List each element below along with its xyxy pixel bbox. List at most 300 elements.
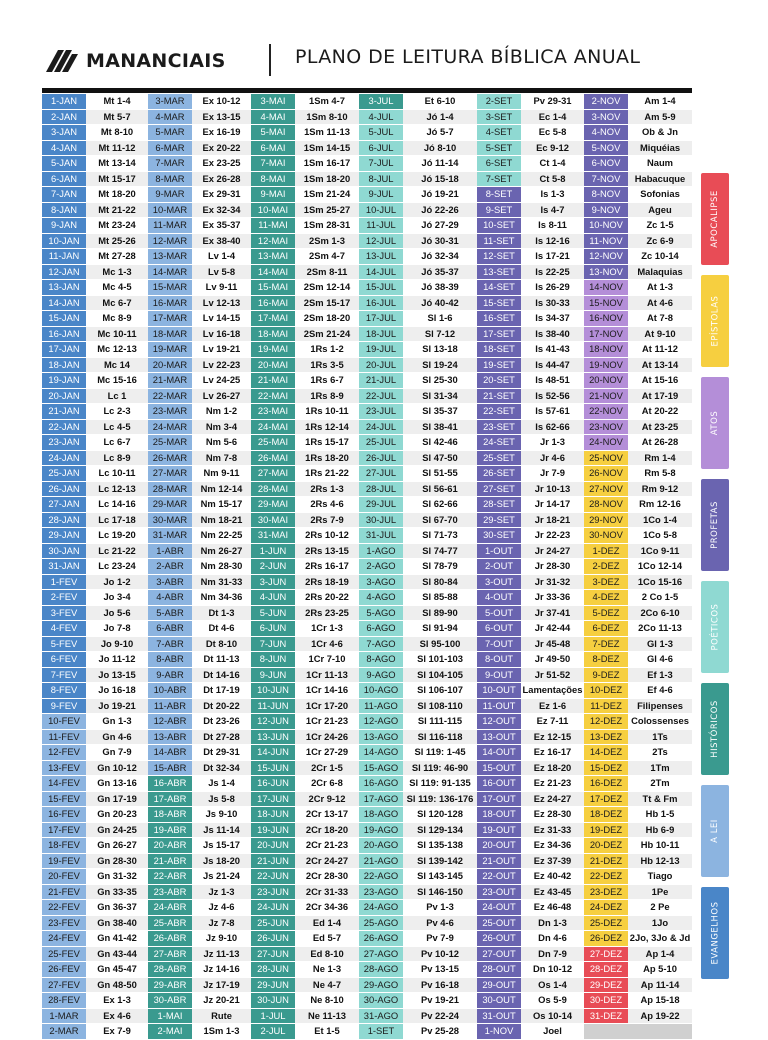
- reading-cell: 2Rs 4-6: [295, 497, 359, 513]
- date-cell: 2-MAI: [148, 1024, 192, 1040]
- date-cell: 28-MAR: [148, 481, 192, 497]
- reading-cell: Dt 23-26: [192, 714, 251, 730]
- reading-cell: Et 1-5: [295, 1024, 359, 1040]
- reading-cell: 2Rs 18-19: [295, 574, 359, 590]
- date-cell: 2-FEV: [42, 590, 86, 606]
- date-cell: 21-SET: [477, 388, 521, 404]
- date-cell: 14-JAN: [42, 295, 86, 311]
- reading-cell: Jr 37-41: [521, 605, 584, 621]
- reading-cell: Lc 1: [86, 388, 148, 404]
- date-cell: 22-NOV: [584, 404, 628, 420]
- reading-cell: Jo 3-4: [86, 590, 148, 606]
- reading-cell: Gn 36-37: [86, 900, 148, 916]
- reading-cell: Sl 111-115: [403, 714, 477, 730]
- legend-tab-epistolas: [701, 275, 729, 367]
- reading-cell: Sl 56-61: [403, 481, 477, 497]
- reading-cell: Pv 10-12: [403, 946, 477, 962]
- reading-cell: 1Sm 8-10: [295, 109, 359, 125]
- reading-cell: Naum: [628, 156, 692, 172]
- reading-cell: Sl 129-134: [403, 822, 477, 838]
- date-cell: 16-AGO: [359, 776, 403, 792]
- legend-label: EVANGELHOS: [710, 901, 720, 965]
- reading-cell: Colossenses: [628, 714, 692, 730]
- date-cell: 24-MAR: [148, 419, 192, 435]
- reading-cell: Nm 26-27: [192, 543, 251, 559]
- reading-cell: Ec 1-4: [521, 109, 584, 125]
- reading-cell: Ef 4-6: [628, 683, 692, 699]
- reading-cell: Dn 10-12: [521, 962, 584, 978]
- reading-cell: Jó 35-37: [403, 264, 477, 280]
- date-cell: 14-FEV: [42, 776, 86, 792]
- date-cell: 16-MAR: [148, 295, 192, 311]
- reading-cell: Sl 51-55: [403, 466, 477, 482]
- reading-cell: 1Cr 7-10: [295, 652, 359, 668]
- reading-cell: 1Ts: [628, 729, 692, 745]
- reading-cell: Lc 14-16: [86, 497, 148, 513]
- date-cell: 15-AGO: [359, 760, 403, 776]
- date-cell: 20-JUN: [251, 838, 295, 854]
- reading-cell: At 17-19: [628, 388, 692, 404]
- date-cell: 22-JAN: [42, 419, 86, 435]
- reading-cell: Gl 1-3: [628, 636, 692, 652]
- reading-cell: 1Tm: [628, 760, 692, 776]
- date-cell: 24-SET: [477, 435, 521, 451]
- date-cell: 12-JUL: [359, 233, 403, 249]
- date-cell: 9-JUL: [359, 187, 403, 203]
- reading-cell: Gn 13-16: [86, 776, 148, 792]
- reading-cell: Jz 20-21: [192, 993, 251, 1009]
- date-cell: 11-SET: [477, 233, 521, 249]
- date-cell: 14-SET: [477, 280, 521, 296]
- date-cell: 1-DEZ: [584, 543, 628, 559]
- reading-cell: Gn 10-12: [86, 760, 148, 776]
- date-cell: 8-JUN: [251, 652, 295, 668]
- plan-row: [42, 233, 692, 249]
- plan-row: [42, 466, 692, 482]
- reading-cell: Sl 119: 1-45: [403, 745, 477, 761]
- reading-cell: Mt 27-28: [86, 249, 148, 265]
- reading-cell: Sl 135-138: [403, 838, 477, 854]
- reading-cell: Sl 1-6: [403, 311, 477, 327]
- date-cell: 10-FEV: [42, 714, 86, 730]
- reading-cell: Jr 28-30: [521, 559, 584, 575]
- reading-cell: Lc 19-20: [86, 528, 148, 544]
- date-cell: 9-AGO: [359, 667, 403, 683]
- date-cell: 15-MAI: [251, 280, 295, 296]
- reading-cell: Jr 4-6: [521, 450, 584, 466]
- date-cell: 12-DEZ: [584, 714, 628, 730]
- plan-row: [42, 605, 692, 621]
- reading-cell: Dt 14-16: [192, 667, 251, 683]
- reading-cell: Rm 12-16: [628, 497, 692, 513]
- date-cell: 5-SET: [477, 140, 521, 156]
- reading-cell: Ageu: [628, 202, 692, 218]
- reading-cell: Mt 23-24: [86, 218, 148, 234]
- date-cell: 17-MAI: [251, 311, 295, 327]
- date-cell: 27-JUL: [359, 466, 403, 482]
- plan-row: [42, 388, 692, 404]
- date-cell: 23-MAI: [251, 404, 295, 420]
- reading-cell: Gn 20-23: [86, 807, 148, 823]
- date-cell: 22-ABR: [148, 869, 192, 885]
- reading-cell: Ap 1-4: [628, 946, 692, 962]
- date-cell: 28-SET: [477, 497, 521, 513]
- reading-cell: Sl 119: 136-176: [403, 791, 477, 807]
- date-cell: 1-ABR: [148, 543, 192, 559]
- reading-cell: Gn 17-19: [86, 791, 148, 807]
- date-cell: 6-JUL: [359, 140, 403, 156]
- reading-cell: 2Sm 4-7: [295, 249, 359, 265]
- plan-row: [42, 559, 692, 575]
- date-cell: 6-FEV: [42, 652, 86, 668]
- reading-cell: Rm 1-4: [628, 450, 692, 466]
- reading-cell: Nm 15-17: [192, 497, 251, 513]
- reading-cell: Mc 12-13: [86, 342, 148, 358]
- date-cell: 18-JUN: [251, 807, 295, 823]
- reading-cell: Ez 46-48: [521, 900, 584, 916]
- plan-row: [42, 419, 692, 435]
- date-cell: 3-FEV: [42, 605, 86, 621]
- plan-row: [42, 760, 692, 776]
- reading-cell: 2Cr 21-23: [295, 838, 359, 854]
- reading-cell: Sl 25-30: [403, 373, 477, 389]
- reading-cell: 1Sm 4-7: [295, 94, 359, 109]
- plan-row: [42, 140, 692, 156]
- date-cell: 25-ABR: [148, 915, 192, 931]
- reading-cell: Pv 7-9: [403, 931, 477, 947]
- legend-tab-atos: [701, 377, 729, 469]
- date-cell: 18-SET: [477, 342, 521, 358]
- date-cell: 8-JUL: [359, 171, 403, 187]
- reading-cell: Jz 17-19: [192, 977, 251, 993]
- reading-cell: Mt 21-22: [86, 202, 148, 218]
- date-cell: 14-DEZ: [584, 745, 628, 761]
- date-cell: 24-JAN: [42, 450, 86, 466]
- date-cell: 7-SET: [477, 171, 521, 187]
- reading-cell: Sl 31-34: [403, 388, 477, 404]
- date-cell: 28-NOV: [584, 497, 628, 513]
- legend-tab-apocalipse: [701, 173, 729, 265]
- date-cell: 4-NOV: [584, 125, 628, 141]
- reading-cell: 2Cr 28-30: [295, 869, 359, 885]
- reading-cell: 2Cr 24-27: [295, 853, 359, 869]
- date-cell: 6-OUT: [477, 621, 521, 637]
- date-cell: 18-FEV: [42, 838, 86, 854]
- reading-cell: Jó 15-18: [403, 171, 477, 187]
- plan-row: [42, 264, 692, 280]
- date-cell: 10-MAI: [251, 202, 295, 218]
- date-cell: 8-OUT: [477, 652, 521, 668]
- date-cell: 8-AGO: [359, 652, 403, 668]
- reading-cell: Lv 14-15: [192, 311, 251, 327]
- reading-cell: 2Tm: [628, 776, 692, 792]
- reading-cell: Jó 40-42: [403, 295, 477, 311]
- plan-row: [42, 311, 692, 327]
- reading-cell: Mt 15-17: [86, 171, 148, 187]
- date-cell: 13-AGO: [359, 729, 403, 745]
- plan-row: [42, 683, 692, 699]
- date-cell: 13-MAI: [251, 249, 295, 265]
- date-cell: 31-DEZ: [584, 1008, 628, 1024]
- reading-cell: Dt 20-22: [192, 698, 251, 714]
- date-cell: 3-NOV: [584, 109, 628, 125]
- reading-cell: Mt 13-14: [86, 156, 148, 172]
- reading-cell: Malaquias: [628, 264, 692, 280]
- reading-cell: 1Cr 4-6: [295, 636, 359, 652]
- reading-cell: Lv 19-21: [192, 342, 251, 358]
- date-cell: 12-JAN: [42, 264, 86, 280]
- date-cell: 18-DEZ: [584, 807, 628, 823]
- date-cell: 3-MAI: [251, 94, 295, 109]
- reading-cell: Ne 4-7: [295, 977, 359, 993]
- plan-row: [42, 450, 692, 466]
- reading-cell: Jz 9-10: [192, 931, 251, 947]
- date-cell: 7-JUL: [359, 156, 403, 172]
- date-cell: 11-DEZ: [584, 698, 628, 714]
- reading-cell: Ez 1-6: [521, 698, 584, 714]
- reading-cell: Lv 5-8: [192, 264, 251, 280]
- plan-row: [42, 357, 692, 373]
- date-cell: 29-JUN: [251, 977, 295, 993]
- plan-row: [42, 636, 692, 652]
- reading-cell: 1Cr 14-16: [295, 683, 359, 699]
- reading-cell: Jz 1-3: [192, 884, 251, 900]
- reading-cell: Jr 49-50: [521, 652, 584, 668]
- plan-row: [42, 838, 692, 854]
- date-cell: 7-FEV: [42, 667, 86, 683]
- date-cell: 31-OUT: [477, 1008, 521, 1024]
- date-cell: 5-DEZ: [584, 605, 628, 621]
- reading-cell: 2Cr 31-33: [295, 884, 359, 900]
- reading-cell: Mt 1-4: [86, 94, 148, 109]
- date-cell: 22-JUN: [251, 869, 295, 885]
- reading-cell: Is 38-40: [521, 326, 584, 342]
- date-cell: 2-JAN: [42, 109, 86, 125]
- reading-cell: Gn 33-35: [86, 884, 148, 900]
- date-cell: 29-JUL: [359, 497, 403, 513]
- date-cell: 23-JUL: [359, 404, 403, 420]
- reading-cell: Jr 10-13: [521, 481, 584, 497]
- reading-cell: Sl 116-118: [403, 729, 477, 745]
- date-cell: 7-MAR: [148, 156, 192, 172]
- date-cell: 13-JUL: [359, 249, 403, 265]
- reading-cell: Ne 1-3: [295, 962, 359, 978]
- plan-row: [42, 94, 692, 109]
- header-divider: [269, 44, 271, 76]
- date-cell: 7-AGO: [359, 636, 403, 652]
- date-cell: 16-OUT: [477, 776, 521, 792]
- reading-cell: 1Rs 21-22: [295, 466, 359, 482]
- date-cell: 15-DEZ: [584, 760, 628, 776]
- reading-cell: Miquéias: [628, 140, 692, 156]
- date-cell: 2-NOV: [584, 94, 628, 109]
- reading-cell: Sl 146-150: [403, 884, 477, 900]
- reading-cell: Jó 19-21: [403, 187, 477, 203]
- reading-cell: Sl 13-18: [403, 342, 477, 358]
- date-cell: 9-JUN: [251, 667, 295, 683]
- reading-cell: Gn 28-30: [86, 853, 148, 869]
- date-cell: 25-DEZ: [584, 915, 628, 931]
- reading-cell: Jz 11-13: [192, 946, 251, 962]
- reading-cell: Is 62-66: [521, 419, 584, 435]
- date-cell: 18-JUL: [359, 326, 403, 342]
- reading-cell: Sl 19-24: [403, 357, 477, 373]
- date-cell: 12-JUN: [251, 714, 295, 730]
- reading-cell: 1Cr 27-29: [295, 745, 359, 761]
- plan-row: [42, 714, 692, 730]
- plan-row: [42, 884, 692, 900]
- date-cell: 21-JAN: [42, 404, 86, 420]
- reading-cell: Jo 5-6: [86, 605, 148, 621]
- reading-cell: At 26-28: [628, 435, 692, 451]
- date-cell: 22-JUL: [359, 388, 403, 404]
- reading-cell: At 23-25: [628, 419, 692, 435]
- plan-row: [42, 853, 692, 869]
- date-cell: 19-MAI: [251, 342, 295, 358]
- date-cell: 10-JUL: [359, 202, 403, 218]
- date-cell: 21-NOV: [584, 388, 628, 404]
- date-cell: 12-AGO: [359, 714, 403, 730]
- date-cell: 14-JUL: [359, 264, 403, 280]
- reading-cell: Sl 80-84: [403, 574, 477, 590]
- reading-cell: Jr 7-9: [521, 466, 584, 482]
- date-cell: 19-MAR: [148, 342, 192, 358]
- reading-cell: Nm 22-25: [192, 528, 251, 544]
- reading-cell: Sl 119: 46-90: [403, 760, 477, 776]
- date-cell: 10-NOV: [584, 218, 628, 234]
- date-cell: 23-SET: [477, 419, 521, 435]
- date-cell: 8-DEZ: [584, 652, 628, 668]
- reading-cell: Jó 22-26: [403, 202, 477, 218]
- date-cell: 30-JUN: [251, 993, 295, 1009]
- date-cell: 18-AGO: [359, 807, 403, 823]
- date-cell: 10-JAN: [42, 233, 86, 249]
- date-cell: 17-OUT: [477, 791, 521, 807]
- reading-cell: 2Sm 18-20: [295, 311, 359, 327]
- reading-cell: Jó 8-10: [403, 140, 477, 156]
- date-cell: 10-JUN: [251, 683, 295, 699]
- reading-cell: 2Rs 7-9: [295, 512, 359, 528]
- date-cell: 4-OUT: [477, 590, 521, 606]
- reading-cell: Ez 18-20: [521, 760, 584, 776]
- date-cell: 7-NOV: [584, 171, 628, 187]
- reading-cell: Ex 23-25: [192, 156, 251, 172]
- reading-cell: Joel: [521, 1024, 584, 1040]
- date-cell: 18-OUT: [477, 807, 521, 823]
- reading-cell: At 15-16: [628, 373, 692, 389]
- date-cell: 16-NOV: [584, 311, 628, 327]
- date-cell: 30-JAN: [42, 543, 86, 559]
- date-cell: 11-JAN: [42, 249, 86, 265]
- date-cell: 1-OUT: [477, 543, 521, 559]
- reading-cell: Is 1-3: [521, 187, 584, 203]
- reading-cell: Jr 42-44: [521, 621, 584, 637]
- reading-cell: 2Sm 15-17: [295, 295, 359, 311]
- reading-cell: Mt 8-10: [86, 125, 148, 141]
- reading-cell: Mt 25-26: [86, 233, 148, 249]
- legend-label: A LEI: [709, 819, 720, 843]
- date-cell: 26-JUL: [359, 450, 403, 466]
- brand-name: MANANCIAIS: [86, 50, 226, 72]
- date-cell: 28-JUN: [251, 962, 295, 978]
- reading-cell: Gn 45-47: [86, 962, 148, 978]
- reading-cell: 2Sm 12-14: [295, 280, 359, 296]
- date-cell: 13-ABR: [148, 729, 192, 745]
- date-cell: 24-JUN: [251, 900, 295, 916]
- date-cell: 13-JAN: [42, 280, 86, 296]
- reading-cell: Os 5-9: [521, 993, 584, 1009]
- date-cell: 26-DEZ: [584, 931, 628, 947]
- plan-row: [42, 791, 692, 807]
- date-cell: 22-AGO: [359, 869, 403, 885]
- reading-cell: Sl 120-128: [403, 807, 477, 823]
- reading-cell: Is 57-61: [521, 404, 584, 420]
- reading-cell: Gn 31-32: [86, 869, 148, 885]
- plan-row: [42, 481, 692, 497]
- plan-row: [42, 621, 692, 637]
- date-cell: 30-OUT: [477, 993, 521, 1009]
- date-cell: 17-AGO: [359, 791, 403, 807]
- date-cell: 9-JAN: [42, 218, 86, 234]
- date-cell: 19-FEV: [42, 853, 86, 869]
- legend-label: HISTÓRICOS: [710, 700, 720, 758]
- date-cell: 8-SET: [477, 187, 521, 203]
- date-cell: 9-NOV: [584, 202, 628, 218]
- date-cell: 12-FEV: [42, 745, 86, 761]
- date-cell: 19-JUL: [359, 342, 403, 358]
- reading-cell: Sl 42-46: [403, 435, 477, 451]
- date-cell: 19-JAN: [42, 373, 86, 389]
- reading-cell: Is 8-11: [521, 218, 584, 234]
- legend-label: EPÍSTOLAS: [710, 295, 720, 347]
- date-cell: 17-JUN: [251, 791, 295, 807]
- date-cell: 6-NOV: [584, 156, 628, 172]
- date-cell: 27-OUT: [477, 946, 521, 962]
- date-cell: 18-NOV: [584, 342, 628, 358]
- reading-cell: Sl 35-37: [403, 404, 477, 420]
- reading-cell: Nm 31-33: [192, 574, 251, 590]
- reading-cell: Lc 10-11: [86, 466, 148, 482]
- date-cell: 17-DEZ: [584, 791, 628, 807]
- date-cell: 3-DEZ: [584, 574, 628, 590]
- date-cell: 23-MAR: [148, 404, 192, 420]
- date-cell: 24-JUL: [359, 419, 403, 435]
- date-cell: 3-AGO: [359, 574, 403, 590]
- date-cell: 2-SET: [477, 94, 521, 109]
- reading-cell: Mt 18-20: [86, 187, 148, 203]
- reading-cell: Mc 10-11: [86, 326, 148, 342]
- date-cell: 14-MAR: [148, 264, 192, 280]
- reading-cell: 1Co 1-4: [628, 512, 692, 528]
- reading-cell: Jo 19-21: [86, 698, 148, 714]
- date-cell: 2-JUN: [251, 559, 295, 575]
- reading-cell: Ez 24-27: [521, 791, 584, 807]
- date-cell: 11-OUT: [477, 698, 521, 714]
- date-cell: 2-MAR: [42, 1024, 86, 1040]
- reading-cell: 2Cr 34-36: [295, 900, 359, 916]
- plan-row: [42, 869, 692, 885]
- reading-cell: Jz 4-6: [192, 900, 251, 916]
- date-cell: 10-ABR: [148, 683, 192, 699]
- reading-cell: Zc 1-5: [628, 218, 692, 234]
- reading-cell: Ex 16-19: [192, 125, 251, 141]
- reading-cell: Ex 1-3: [86, 993, 148, 1009]
- plan-row: [42, 280, 692, 296]
- date-cell: 3-SET: [477, 109, 521, 125]
- reading-cell: Sl 143-145: [403, 869, 477, 885]
- date-cell: 4-JUL: [359, 109, 403, 125]
- reading-cell: Ec 9-12: [521, 140, 584, 156]
